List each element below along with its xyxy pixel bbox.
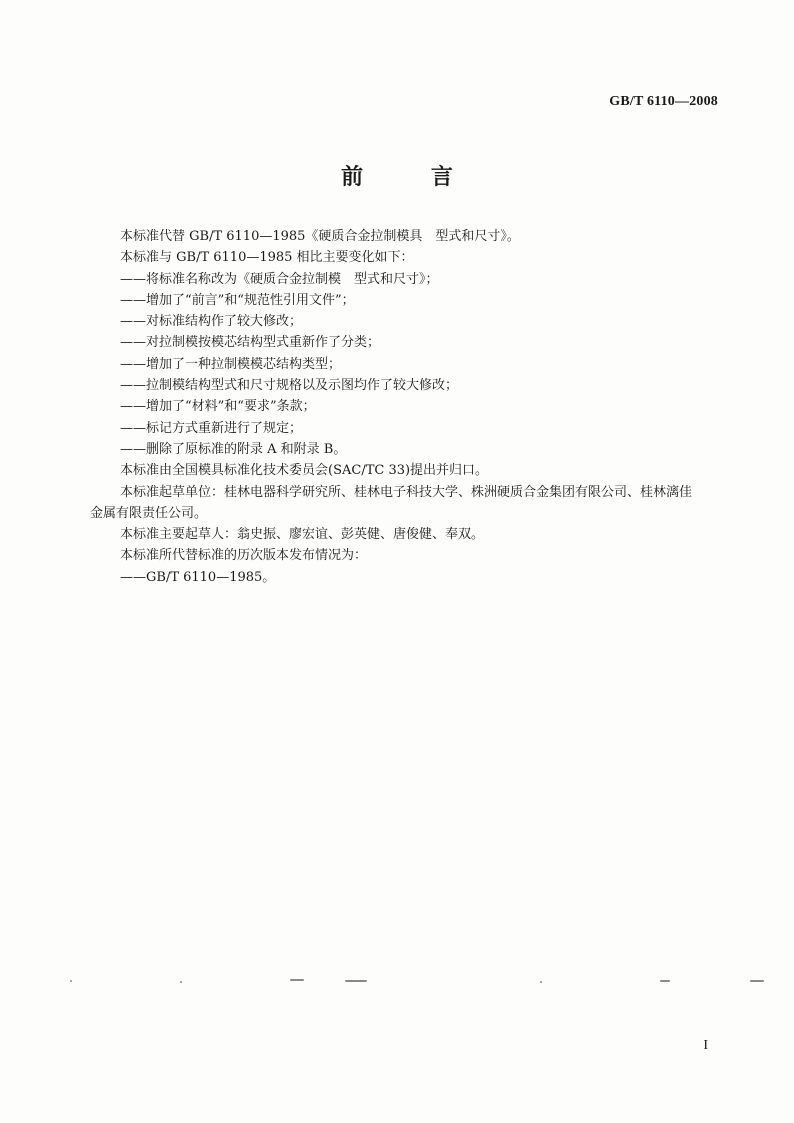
list-item: ——将标准名称改为《硬质合金拉制模 型式和尺寸》； bbox=[120, 271, 439, 287]
paragraph-history-intro: 本标准所代替标准的历次版本发布情况为： bbox=[120, 548, 368, 564]
paragraph-changes-intro: 本标准与 GB/T 6110—1985 相比主要变化如下： bbox=[120, 250, 414, 266]
list-item: ——增加了一种拉制模模芯结构类型； bbox=[120, 356, 342, 372]
list-item: ——GB/T 6110—1985。 bbox=[120, 569, 276, 585]
drafting-units-line-1: 本标准起草单位：桂林电器科学研究所、桂林电子科技大学、株洲硬质合金集团有限公司、桂林漓佳 bbox=[120, 484, 693, 500]
paragraph-replaces: 本标准代替 GB/T 6110—1985《硬质合金拉制模具 型式和尺寸》。 bbox=[120, 229, 520, 244]
list-item: ——拉制模结构型式和尺寸规格以及示图均作了较大修改； bbox=[120, 378, 459, 394]
history-list bbox=[120, 567, 700, 588]
page-number: I bbox=[703, 1038, 708, 1053]
list-item: ——对拉制模按模芯结构型式重新作了分类； bbox=[120, 335, 381, 351]
standard-code: GB/T 6110—2008 bbox=[609, 94, 718, 109]
list-item: ——增加了“材料”和“要求”条款； bbox=[120, 399, 316, 415]
paragraph-drafting-units bbox=[90, 482, 700, 525]
list-item: ——增加了“前言”和“规范性引用文件”； bbox=[120, 292, 355, 308]
foreword-body bbox=[90, 226, 700, 588]
list-item: ——删除了原标准的附录 A 和附录 B。 bbox=[120, 441, 347, 457]
paragraph-proposer: 本标准由全国模具标准化技术委员会(SAC/TC 33)提出并归口。 bbox=[120, 463, 489, 479]
drafting-units-line-2: 金属有限责任公司。 bbox=[90, 505, 208, 521]
page-title: 前 言 bbox=[341, 165, 483, 190]
paragraph-drafters: 本标准主要起草人：翁史振、廖宏谊、彭英健、唐俊健、奉双。 bbox=[120, 527, 485, 543]
changes-list bbox=[120, 269, 700, 461]
list-item: ——标记方式重新进行了规定； bbox=[120, 420, 303, 436]
scan-artifacts bbox=[60, 978, 780, 984]
list-item: ——对标准结构作了较大修改； bbox=[120, 314, 303, 330]
